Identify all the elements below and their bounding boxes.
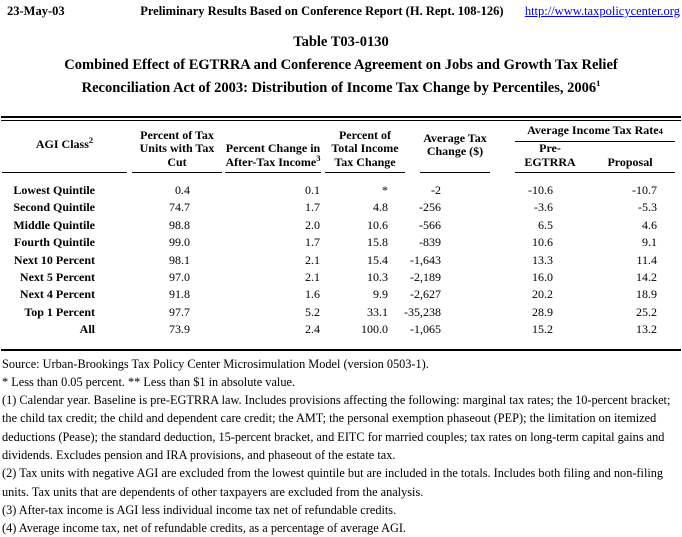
table-row xyxy=(0,217,682,234)
cell-pct-tax-units: 98.1 xyxy=(169,252,190,267)
col-header-pct-tax-units: Percent of Tax Units with Tax Cut xyxy=(132,121,222,173)
footnote-marker-3: 3 xyxy=(316,152,321,163)
col-header-pct-change-after-tax: Percent Change in After-Tax Income$^3$ xyxy=(225,121,321,173)
cell-pct-tax-units: 97.0 xyxy=(169,269,190,284)
row-label: Top 1 Percent xyxy=(24,304,95,319)
cell-pct-total-change: 100.0 xyxy=(361,322,388,337)
cell-pct-tax-units: 73.9 xyxy=(169,322,190,337)
col-header-pre-egtrra: Pre-EGTRRA xyxy=(524,141,576,169)
cell-pct-tax-units: 99.0 xyxy=(169,235,190,250)
cell-pct-change-after-tax: 1.7 xyxy=(305,200,320,215)
cell-pct-tax-units: 74.7 xyxy=(169,200,190,215)
cell-avg-tax-change: -256 xyxy=(419,200,441,215)
cell-pre-egtrra: 20.2 xyxy=(532,287,553,302)
table-header-row xyxy=(0,121,682,173)
cell-pre-egtrra: 13.3 xyxy=(532,252,553,267)
cell-proposal: 18.9 xyxy=(636,287,657,302)
cell-pct-tax-units: 97.7 xyxy=(169,304,190,319)
table-bottom-rule xyxy=(1,349,681,351)
date-label: 23-May-03 xyxy=(7,4,65,18)
cell-pct-change-after-tax: 1.7 xyxy=(305,235,320,250)
cell-pct-total-change: * xyxy=(382,183,388,197)
table-row xyxy=(0,199,682,216)
col-header-pct-total-change: Percent of Total Income Tax Change xyxy=(325,121,405,173)
table-row xyxy=(0,234,682,251)
cell-pre-egtrra: 10.6 xyxy=(532,235,553,250)
table-number: Table T03-0130 xyxy=(293,34,389,50)
row-label: Second Quintile xyxy=(13,200,95,215)
cell-pre-egtrra: -3.6 xyxy=(534,200,553,215)
row-label: Next 10 Percent xyxy=(13,252,95,267)
cell-pct-tax-units: 91.8 xyxy=(169,287,190,302)
document-header xyxy=(0,0,682,19)
footnote-line: (4) Average income tax, net of refundable credits, as a percentage of average AGI. xyxy=(2,521,407,536)
cell-pre-egtrra: 6.5 xyxy=(538,217,553,232)
cell-pct-change-after-tax: 2.4 xyxy=(305,322,320,337)
group-header-label: Average Income Tax Rate 4 xyxy=(515,121,675,142)
row-label: All xyxy=(79,322,95,337)
cell-pct-change-after-tax: 2.1 xyxy=(305,252,320,267)
cell-avg-tax-change: -2,627 xyxy=(410,287,441,302)
cell-pre-egtrra: 16.0 xyxy=(532,269,553,284)
cell-pct-total-change: 10.6 xyxy=(367,217,388,232)
cell-avg-tax-change: -35,238 xyxy=(404,304,441,319)
table-row xyxy=(0,182,682,199)
col-header-avg-tax-change: Average Tax Change ($) xyxy=(420,121,490,173)
cell-avg-tax-change: -1,643 xyxy=(410,252,441,267)
cell-pct-tax-units: 0.4 xyxy=(175,183,190,197)
cell-avg-tax-change: -2,189 xyxy=(410,269,441,284)
cell-pct-total-change: 15.4 xyxy=(367,252,388,267)
cell-pre-egtrra: 15.2 xyxy=(532,322,553,337)
table-row xyxy=(0,321,682,338)
cell-proposal: 4.6 xyxy=(642,217,657,232)
cell-proposal: 14.2 xyxy=(636,269,657,284)
footnote-line: * Less than 0.05 percent. ** Less than $1 in absolute value. xyxy=(2,374,296,389)
cell-pct-total-change: 10.3 xyxy=(367,269,388,284)
cell-pct-total-change: 33.1 xyxy=(367,304,388,319)
title-line-3: Reconciliation Act of 2003: Distribution of Income Tax Change by Percentiles, 2006$^1$ xyxy=(81,78,601,96)
footnote-marker-1: 1 xyxy=(596,78,601,89)
cell-pre-egtrra: 28.9 xyxy=(532,304,553,319)
table-row xyxy=(0,269,682,286)
cell-pct-change-after-tax: 1.6 xyxy=(305,287,320,302)
cell-proposal: -10.7 xyxy=(632,183,657,197)
cell-pct-total-change: 15.8 xyxy=(367,235,388,250)
footnote-marker-2: 2 xyxy=(88,135,94,146)
cell-pct-change-after-tax: 2.0 xyxy=(305,217,320,232)
row-label: Next 5 Percent xyxy=(19,269,95,284)
title-line-2: Combined Effect of EGTRRA and Conference Agreement on Jobs and Growth Tax Relief xyxy=(64,57,618,73)
website-link[interactable]: http://www.taxpolicycenter.org xyxy=(524,4,680,18)
cell-avg-tax-change: -566 xyxy=(419,217,441,232)
table-row xyxy=(0,286,682,303)
cell-proposal: 13.2 xyxy=(636,322,657,337)
cell-proposal: 11.4 xyxy=(636,252,657,267)
cell-avg-tax-change: -1,065 xyxy=(410,322,441,337)
row-label: Fourth Quintile xyxy=(13,235,95,250)
row-label: Next 4 Percent xyxy=(19,287,95,302)
cell-pct-total-change: 4.8 xyxy=(373,200,388,215)
cell-avg-tax-change: -839 xyxy=(419,235,441,250)
footnote-line: Source: Urban-Brookings Tax Policy Center Microsimulation Model (version 0503-1). xyxy=(2,356,429,371)
cell-proposal: 9.1 xyxy=(642,235,657,250)
col-header-proposal: Proposal xyxy=(607,154,653,169)
footnotes xyxy=(0,355,682,537)
footnote-line: (1) Calendar year. Baseline is pre-EGTRRA law. Includes provisions affecting the following: marginal tax rates; the 10-percent bracket; the child tax credit; the child and dependent care credit; the AMT; the personal exemption phaseout (PEP); the limitation on itemized deductions (Pease); the standard deduction, 15-percent bracket, and EITC for married couples; tax rates on long-term capital gains and dividends. Excludes pension and IRA provisions, and phaseout of the estate tax. xyxy=(2,393,671,462)
footnote-line: (3) After-tax income is AGI less individual income tax net of refundable credits. xyxy=(2,502,397,517)
cell-proposal: 25.2 xyxy=(636,304,657,319)
cell-pct-change-after-tax: 2.1 xyxy=(305,269,320,284)
row-label: Middle Quintile xyxy=(13,217,95,232)
col-header-agi-class: AGI Class$^2$ xyxy=(2,121,127,173)
cell-pct-tax-units: 98.8 xyxy=(169,217,190,232)
col-group-avg-income-tax-rate xyxy=(515,121,675,173)
cell-pre-egtrra: -10.6 xyxy=(528,183,553,197)
row-label: Lowest Quintile xyxy=(13,183,95,197)
footnote-line: (2) Tax units with negative AGI are excluded from the lowest quintile but are included in the totals. Includes both filing and non-filing units. Tax units that are dependents of other taxpayers are excluded from the analysis. xyxy=(2,466,664,499)
table-title-block xyxy=(0,31,682,100)
cell-proposal: -5.3 xyxy=(638,200,657,215)
cell-pct-change-after-tax: 5.2 xyxy=(305,304,320,319)
header-title: Preliminary Results Based on Conference Report (H. Rept. 108-126) xyxy=(140,4,504,18)
cell-pct-total-change: 9.9 xyxy=(373,287,388,302)
cell-avg-tax-change: -2 xyxy=(431,183,441,197)
table-row xyxy=(0,304,682,321)
table-body xyxy=(0,173,682,349)
cell-pct-change-after-tax: 0.1 xyxy=(305,183,320,197)
sub-header-row xyxy=(515,142,675,172)
table-row xyxy=(0,252,682,269)
